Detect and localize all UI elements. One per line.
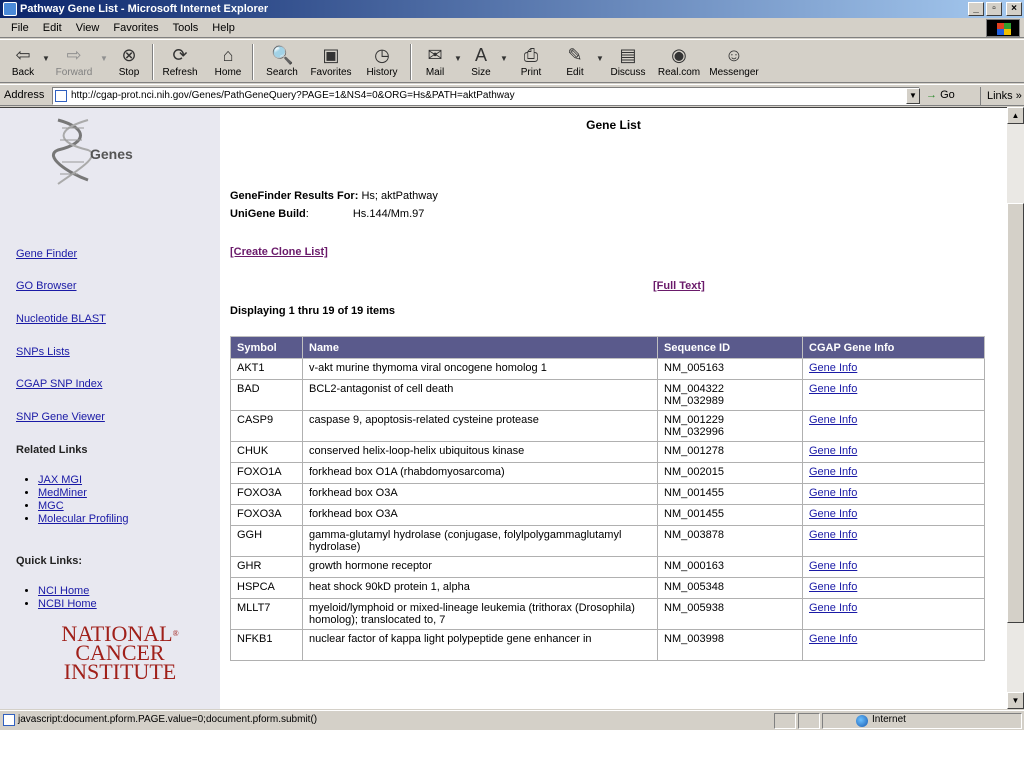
menu-file[interactable]: File (11, 21, 29, 34)
gene-name: growth hormone receptor (303, 557, 658, 578)
table-cell (803, 484, 985, 505)
table-cell (803, 557, 985, 578)
gene-symbol: FOXO1A (231, 463, 303, 484)
gene-info-link[interactable]: Gene Info (809, 414, 858, 426)
toolbar-separator (152, 44, 154, 80)
page-title: Gene List (586, 118, 641, 132)
gene-name: v-akt murine thymoma viral oncogene homolog 1 (303, 359, 658, 380)
search-button[interactable]: 🔍 Search (266, 45, 298, 78)
list-item (38, 474, 128, 486)
table-row (231, 557, 985, 578)
table-row (231, 599, 985, 630)
nav-gene-finder[interactable]: Gene Finder (16, 248, 78, 260)
list-item (38, 500, 128, 512)
page-icon (3, 714, 15, 726)
menu-favorites[interactable]: Favorites (113, 21, 159, 34)
refresh-button[interactable]: ⟳ Refresh (162, 45, 198, 78)
favorites-button[interactable]: ▣ Favorites (310, 45, 352, 78)
table-cell (658, 505, 803, 526)
list-item (38, 513, 128, 525)
table-cell (658, 411, 803, 442)
display-count: Displaying 1 thru 19 of 19 items (230, 305, 396, 317)
forward-button[interactable]: ⇨ Forward (55, 45, 93, 78)
gene-symbol: HSPCA (231, 578, 303, 599)
font-size-icon: A (474, 45, 487, 65)
quick-links-heading: Quick Links: (16, 555, 83, 567)
back-dropdown-icon[interactable]: ▼ (42, 54, 50, 63)
table-row (231, 463, 985, 484)
zone-label: Internet (872, 714, 906, 725)
nav-snp-gene-viewer[interactable]: SNP Gene Viewer (16, 411, 105, 423)
menu-view[interactable]: View (75, 21, 100, 34)
realcom-icon: ◉ (671, 45, 687, 65)
table-cell (658, 442, 803, 463)
gene-symbol: BAD (231, 380, 303, 411)
scrollbar-thumb[interactable] (1007, 203, 1024, 623)
menu-help[interactable]: Help (212, 21, 235, 34)
column-header-symbol: Symbol (231, 337, 303, 359)
gene-symbol: CHUK (231, 442, 303, 463)
gene-info-link[interactable]: Gene Info (809, 529, 858, 541)
gene-symbol: CASP9 (231, 411, 303, 442)
status-bar (0, 710, 1024, 730)
sequence-id: NM_004322 (664, 383, 724, 395)
gene-name: forkhead box O1A (rhabdomyosarcoma) (303, 463, 658, 484)
stop-button[interactable]: ⊗ Stop (118, 45, 140, 78)
table-cell (658, 599, 803, 630)
gene-symbol: AKT1 (231, 359, 303, 380)
table-cell (803, 380, 985, 411)
edit-dropdown-icon[interactable]: ▼ (596, 54, 604, 63)
nav-nucleotide-blast[interactable]: Nucleotide BLAST (16, 313, 106, 325)
status-panel (798, 713, 820, 729)
table-cell (658, 526, 803, 557)
size-dropdown-icon[interactable]: ▼ (500, 54, 508, 63)
gene-symbol: MLLT7 (231, 599, 303, 630)
window-controls (968, 2, 1022, 16)
sequence-id: NM_005348 (664, 581, 724, 593)
sequence-id: NM_032996 (664, 426, 724, 438)
unigene-build: UniGene Build: Hs.144/Mm.97 (230, 208, 425, 220)
refresh-icon: ⟳ (172, 45, 188, 65)
gene-info-link[interactable]: Gene Info (809, 383, 858, 395)
sequence-id: NM_002015 (664, 466, 724, 478)
table-row (231, 380, 985, 411)
gene-info-link[interactable]: Gene Info (809, 487, 858, 499)
menu-bar (0, 18, 1024, 38)
windows-flag-icon (997, 23, 1011, 35)
table-row (231, 578, 985, 599)
sequence-id: NM_003998 (664, 633, 724, 645)
sequence-id: NM_001455 (664, 487, 724, 499)
desktop-area (0, 730, 1024, 768)
discuss-icon: ▤ (619, 45, 637, 65)
home-icon: ⌂ (222, 45, 234, 65)
gene-name: myeloid/lymphoid or mixed-lineage leukemia (trithorax (Drosophila) homolog); translocated to, 7 (303, 599, 658, 630)
gene-info-link[interactable]: Gene Info (809, 560, 858, 572)
address-bar (0, 84, 1024, 106)
gene-name: forkhead box O3A (303, 505, 658, 526)
mail-button[interactable]: ✉ Mail (425, 45, 445, 78)
back-button[interactable]: ⇦ Back (11, 45, 35, 78)
gene-info-link[interactable]: Gene Info (809, 633, 858, 645)
nci-logo[interactable]: NATIONAL® CANCER INSTITUTE (61, 621, 179, 684)
zone-panel (822, 713, 1022, 729)
search-icon: 🔍 (271, 45, 294, 65)
address-dropdown-icon[interactable]: ▼ (906, 88, 920, 104)
table-cell (803, 359, 985, 380)
gene-info-link[interactable]: Gene Info (809, 466, 858, 478)
history-button[interactable]: ◷ History (366, 45, 398, 78)
minimize-button[interactable]: _ (968, 2, 984, 16)
print-button[interactable]: ⎙ Print (520, 45, 542, 78)
ie-icon (3, 2, 17, 16)
print-icon: ⎙ (523, 45, 539, 65)
forward-arrow-icon: ⇨ (66, 45, 82, 65)
gene-info-link[interactable]: Gene Info (809, 508, 858, 520)
link-medminer[interactable]: MedMiner (38, 487, 87, 499)
toolbar (0, 39, 1024, 83)
table-row (231, 505, 985, 526)
links-button[interactable]: Links » (980, 87, 1022, 105)
address-input[interactable] (52, 87, 920, 105)
table-row (231, 526, 985, 557)
home-button[interactable]: ⌂ Home (214, 45, 242, 78)
gene-info-link[interactable]: Gene Info (809, 581, 858, 593)
internet-zone-icon (856, 715, 868, 727)
gene-symbol: GGH (231, 526, 303, 557)
nav-snps-lists[interactable]: SNPs Lists (16, 346, 70, 358)
sequence-id: NM_032989 (664, 395, 724, 407)
address-url: http://cgap-prot.nci.nih.gov/Genes/PathGeneQuery?PAGE=1&NS4=0&ORG=Hs&PATH=aktPathway (71, 90, 515, 101)
address-label: Address (4, 89, 45, 101)
mail-icon: ✉ (427, 45, 443, 65)
size-button[interactable]: A Size (471, 45, 491, 78)
table-cell (658, 359, 803, 380)
gene-symbol: NFKB1 (231, 630, 303, 661)
column-header-gene-info: CGAP Gene Info (803, 337, 985, 359)
sequence-id: NM_003878 (664, 529, 724, 541)
link-nci-home[interactable]: NCI Home (38, 585, 90, 597)
left-navigation (0, 108, 220, 709)
favorites-icon: ▣ (322, 45, 340, 65)
table-row (231, 411, 985, 442)
messenger-icon: ☺ (724, 45, 744, 65)
list-item (38, 487, 128, 499)
menu-edit[interactable]: Edit (42, 21, 62, 34)
create-clone-list-link[interactable]: [Create Clone List] (230, 246, 328, 258)
gene-name: forkhead box O3A (303, 484, 658, 505)
stop-icon: ⊗ (121, 45, 137, 65)
genes-logo-text: Genes (90, 146, 133, 162)
link-molecular-profiling[interactable]: Molecular Profiling (38, 513, 129, 525)
menu-tools[interactable]: Tools (172, 21, 199, 34)
go-button[interactable]: → Go (926, 89, 955, 101)
windows-logo (986, 19, 1020, 37)
discuss-button[interactable]: ▤ Discuss (610, 45, 646, 78)
table-row (231, 630, 985, 661)
table-cell (803, 442, 985, 463)
scroll-down-button[interactable]: ▼ (1007, 692, 1024, 709)
scroll-up-button[interactable]: ▲ (1007, 107, 1024, 124)
column-header-sequence-id: Sequence ID (658, 337, 803, 359)
maximize-button[interactable]: ▫ (986, 2, 1002, 16)
edit-icon: ✎ (567, 45, 583, 65)
table-cell (803, 411, 985, 442)
link-ncbi-home[interactable]: NCBI Home (38, 598, 97, 610)
related-links-heading: Related Links (16, 444, 88, 456)
page-icon (55, 90, 67, 102)
sequence-id: NM_000163 (664, 560, 724, 572)
table-header-row (231, 337, 985, 359)
table-cell (658, 484, 803, 505)
gene-name: heat shock 90kD protein 1, alpha (303, 578, 658, 599)
vertical-scrollbar[interactable] (1007, 107, 1024, 709)
gene-name: caspase 9, apoptosis-related cysteine protease (303, 411, 658, 442)
sequence-id: NM_001455 (664, 508, 724, 520)
sequence-id: NM_005163 (664, 362, 724, 374)
list-item (38, 585, 97, 597)
list-item (38, 598, 97, 610)
mail-dropdown-icon[interactable]: ▼ (454, 54, 462, 63)
realcom-button[interactable]: ◉ Real.com (657, 45, 701, 78)
table-row (231, 484, 985, 505)
gene-name: conserved helix-loop-helix ubiquitous kinase (303, 442, 658, 463)
table-cell (803, 578, 985, 599)
table-cell (803, 599, 985, 630)
gene-symbol: GHR (231, 557, 303, 578)
table-cell (658, 463, 803, 484)
forward-dropdown-icon[interactable]: ▼ (100, 54, 108, 63)
table-cell (658, 630, 803, 661)
page-viewport (0, 107, 1007, 709)
sequence-id: NM_005938 (664, 602, 724, 614)
table-cell (658, 557, 803, 578)
history-icon: ◷ (374, 45, 390, 65)
main-content (220, 108, 1007, 709)
results-for: GeneFinder Results For: Hs; aktPathway (230, 190, 438, 202)
table-cell (803, 526, 985, 557)
sequence-id: NM_001278 (664, 445, 724, 457)
link-mgc[interactable]: MGC (38, 500, 64, 512)
nav-cgap-snp-index[interactable]: CGAP SNP Index (16, 378, 103, 390)
gene-name: BCL2-antagonist of cell death (303, 380, 658, 411)
status-panel (774, 713, 796, 729)
table-cell (803, 463, 985, 484)
table-row (231, 359, 985, 380)
gene-name: gamma-glutamyl hydrolase (conjugase, folylpolygammaglutamyl hydrolase) (303, 526, 658, 557)
full-text-link[interactable]: [Full Text] (653, 280, 705, 292)
edit-button[interactable]: ✎ Edit (558, 42, 592, 82)
window-title: Pathway Gene List - Microsoft Internet Explorer (20, 3, 269, 15)
table-cell (803, 630, 985, 661)
gene-symbol: FOXO3A (231, 505, 303, 526)
sequence-id: NM_001229 (664, 414, 724, 426)
status-text: javascript:document.pform.PAGE.value=0;document.pform.submit() (18, 714, 318, 725)
toolbar-separator (410, 44, 412, 80)
related-links-list (38, 474, 128, 526)
table-cell (803, 505, 985, 526)
nav-go-browser[interactable]: GO Browser (16, 280, 77, 292)
gene-table (230, 336, 985, 661)
go-arrow-icon: → (926, 89, 937, 101)
back-arrow-icon: ⇦ (15, 45, 31, 65)
messenger-button[interactable]: ☺ Messenger (709, 45, 759, 78)
gene-info-link[interactable]: Gene Info (809, 602, 858, 614)
gene-info-link[interactable]: Gene Info (809, 445, 858, 457)
gene-name: nuclear factor of kappa light polypeptide gene enhancer in (303, 630, 658, 661)
title-bar (0, 0, 1024, 18)
close-button[interactable]: × (1006, 2, 1022, 16)
toolbar-separator (252, 44, 254, 80)
quick-links-list (38, 585, 97, 611)
column-header-name: Name (303, 337, 658, 359)
table-cell (658, 578, 803, 599)
gene-info-link[interactable]: Gene Info (809, 362, 858, 374)
table-row (231, 442, 985, 463)
link-jax-mgi[interactable]: JAX MGI (38, 474, 83, 486)
gene-symbol: FOXO3A (231, 484, 303, 505)
table-cell (658, 380, 803, 411)
